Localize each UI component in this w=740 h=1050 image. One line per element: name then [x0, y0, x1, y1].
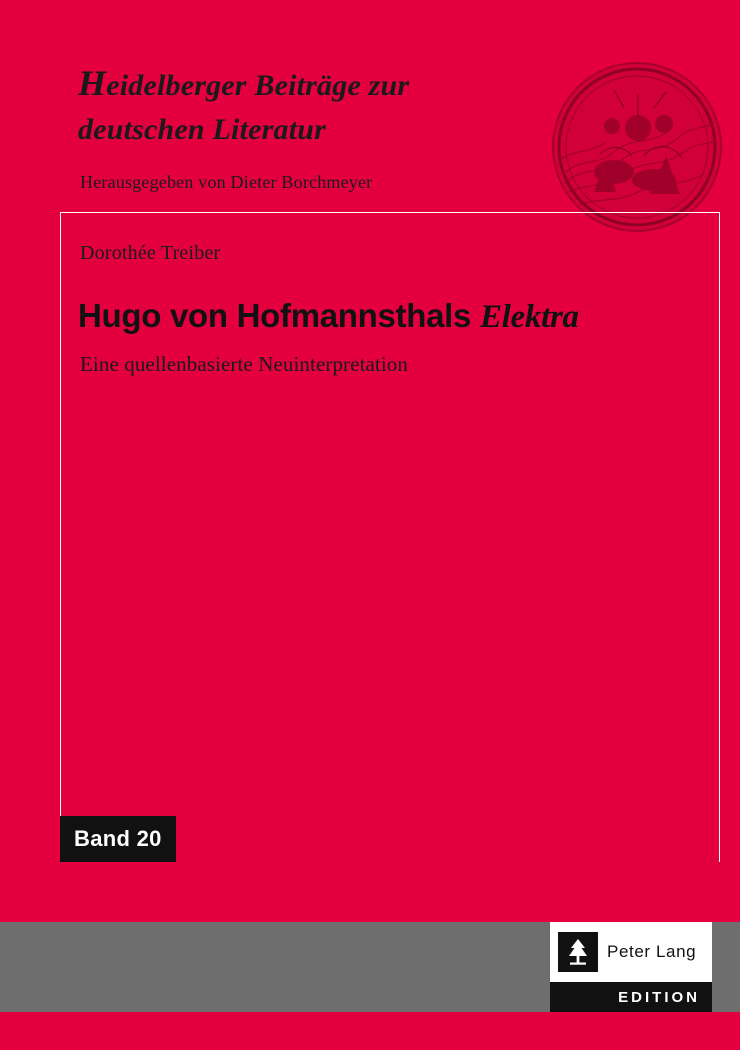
series-title-initial: H [78, 63, 107, 103]
series-editor: Herausgegeben von Dieter Borchmeyer [80, 172, 373, 192]
volume-badge: Band 20 [60, 816, 176, 862]
publisher-edition-label: EDITION [550, 982, 712, 1012]
page-title [78, 296, 688, 338]
book-title-main: Hugo von Hofmannsthals [78, 297, 480, 334]
book-title-work: Elektra [479, 299, 579, 335]
book-subtitle: Eine quellenbasierte Neuinterpretation [80, 352, 408, 376]
publisher-logo-top [550, 922, 712, 982]
publisher-seal-icon [552, 62, 722, 232]
publisher-logo [550, 922, 712, 1012]
bottom-strip [0, 1012, 740, 1050]
series-title-line2: deutschen Literatur [78, 113, 326, 147]
author-name: Dorothée Treiber [80, 242, 221, 264]
tree-logo-icon [558, 932, 598, 972]
series-title [78, 58, 548, 152]
publisher-name: Peter Lang [607, 942, 697, 961]
series-title-line1: eidelberger Beiträge zur [106, 69, 410, 102]
